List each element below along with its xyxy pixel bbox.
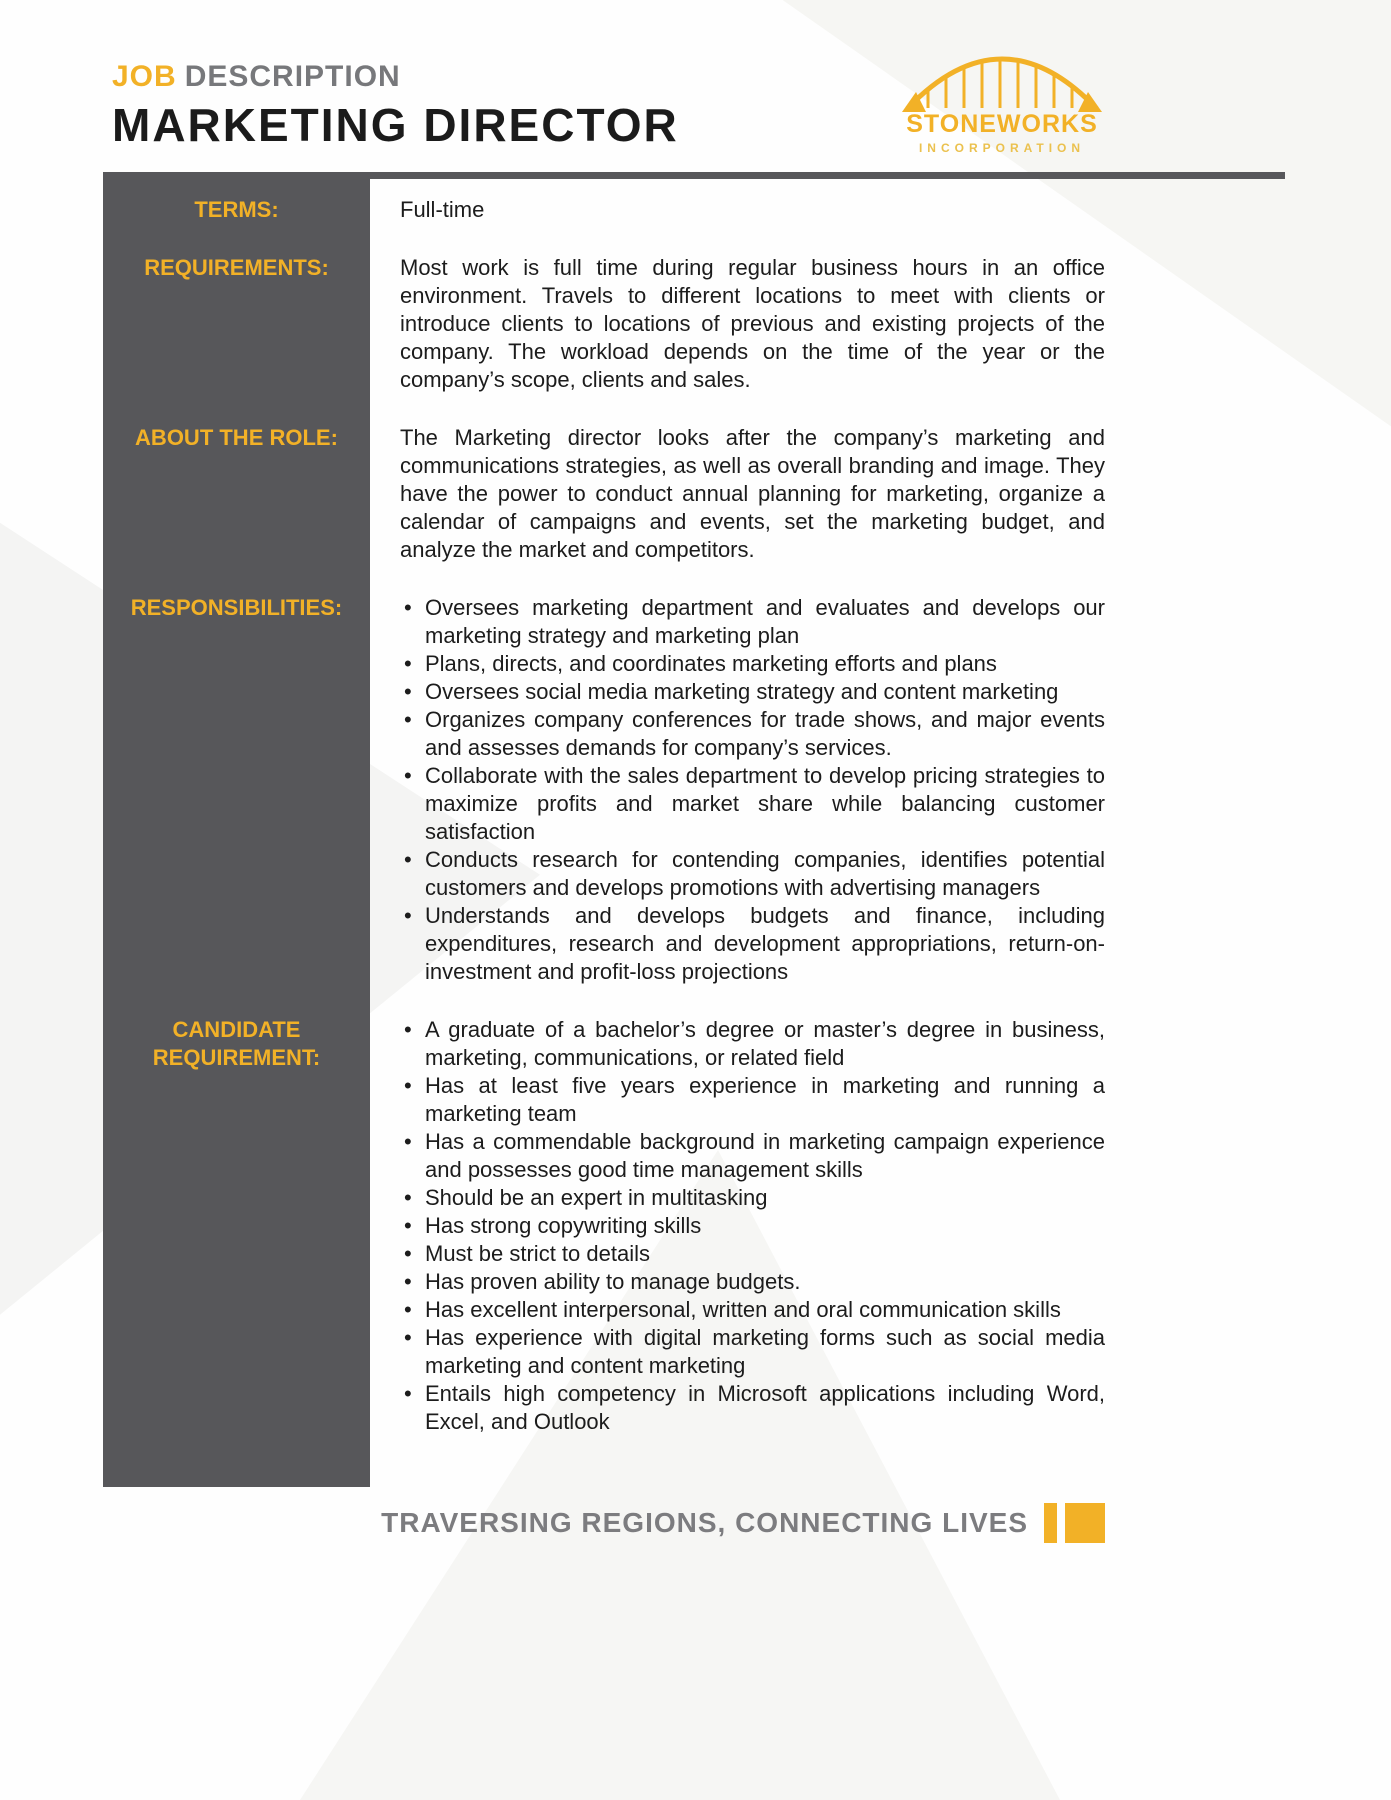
bullet-item: • Entails high competency in Microsoft applications including Word, Excel, and Outlook: [400, 1380, 1105, 1436]
footer-tagline: TRAVERSING REGIONS, CONNECTING LIVES: [381, 1507, 1028, 1538]
eyebrow-job-label: JOB: [112, 60, 177, 93]
bullet-item: • Has experience with digital marketing forms such as social media marketing and content marketing: [400, 1324, 1105, 1380]
bullet-item: • Should be an expert in multitasking: [400, 1184, 1105, 1212]
section-content: [400, 1016, 1105, 1436]
bullet-item: • Oversees marketing department and evaluates and develops our marketing strategy and marketing plan: [400, 594, 1105, 650]
bullet-item: • Has at least five years experience in marketing and running a marketing team: [400, 1072, 1105, 1128]
section-row: [103, 254, 1108, 394]
page-title: MARKETING DIRECTOR: [112, 99, 679, 151]
bullet-item: • Has excellent interpersonal, written and oral communication skills: [400, 1296, 1105, 1324]
bullet-item: • Understands and develops budgets and finance, including expenditures, research and development appropriations, return-on-investment and profit-loss projections: [400, 902, 1105, 986]
section-content: Full-time: [400, 197, 485, 222]
eyebrow-description-label: DESCRIPTION: [184, 60, 401, 93]
eyebrow: [112, 60, 679, 94]
sections: [103, 196, 1108, 1466]
section-content: The Marketing director looks after the company’s marketing and communications strategies, as well as overall branding and image. They have the power to conduct annual planning for marketing, organize a calendar of campaigns and events, set the marketing budget, and analyze the market and competitors.: [400, 425, 1105, 562]
footer-marks: [1044, 1503, 1105, 1543]
bullet-list: [400, 594, 1105, 986]
section-label: REQUIREMENTS:: [144, 255, 329, 280]
bullet-item: • Collaborate with the sales department to develop pricing strategies to maximize profits and market share while balancing customer satisfaction: [400, 762, 1105, 846]
bullet-item: • A graduate of a bachelor’s degree or master’s degree in business, marketing, communications, or related field: [400, 1016, 1105, 1072]
logo-subtitle: INCORPORATION: [918, 141, 1086, 155]
section-content: [400, 594, 1105, 986]
section-label: ABOUT THE ROLE:: [135, 425, 338, 450]
bullet-item: • Oversees social media marketing strategy and content marketing: [400, 678, 1105, 706]
bridge-icon: [902, 50, 1102, 112]
bullet-item: • Has proven ability to manage budgets.: [400, 1268, 1105, 1296]
bullet-item: • Must be strict to details: [400, 1240, 1105, 1268]
section-label: CANDIDATE REQUIREMENT:: [152, 1017, 321, 1070]
footer-bar-icon: [1044, 1503, 1057, 1543]
document-header: [112, 60, 679, 152]
bullet-item: • Conducts research for contending companies, identifies potential customers and develops promotions with advertising managers: [400, 846, 1105, 902]
section-content: Most work is full time during regular business hours in an office environment. Travels to different locations to meet with clients or introduce clients to locations of previous and existing projects of the company. The workload depends on the time of the year or the company’s scope, clients and sales.: [400, 255, 1105, 392]
section-row: [103, 424, 1108, 564]
bullet-list: [400, 1016, 1105, 1436]
footer-square-icon: [1065, 1503, 1105, 1543]
bullet-item: • Plans, directs, and coordinates marketing efforts and plans: [400, 650, 1105, 678]
section-label: TERMS:: [194, 197, 279, 222]
section-row: [103, 1016, 1108, 1436]
logo-company-name: STONEWORKS: [906, 110, 1098, 138]
bullet-item: • Has a commendable background in marketing campaign experience and possesses good time management skills: [400, 1128, 1105, 1184]
bullet-item: • Has strong copywriting skills: [400, 1212, 1105, 1240]
document-footer: [103, 1503, 1105, 1543]
section-row: [103, 196, 1108, 224]
bullet-item: • Organizes company conferences for trade shows, and major events and assesses demands for company’s services.: [400, 706, 1105, 762]
section-label: RESPONSIBILITIES:: [130, 595, 343, 620]
section-row: [103, 594, 1108, 986]
company-logo: [893, 50, 1111, 155]
